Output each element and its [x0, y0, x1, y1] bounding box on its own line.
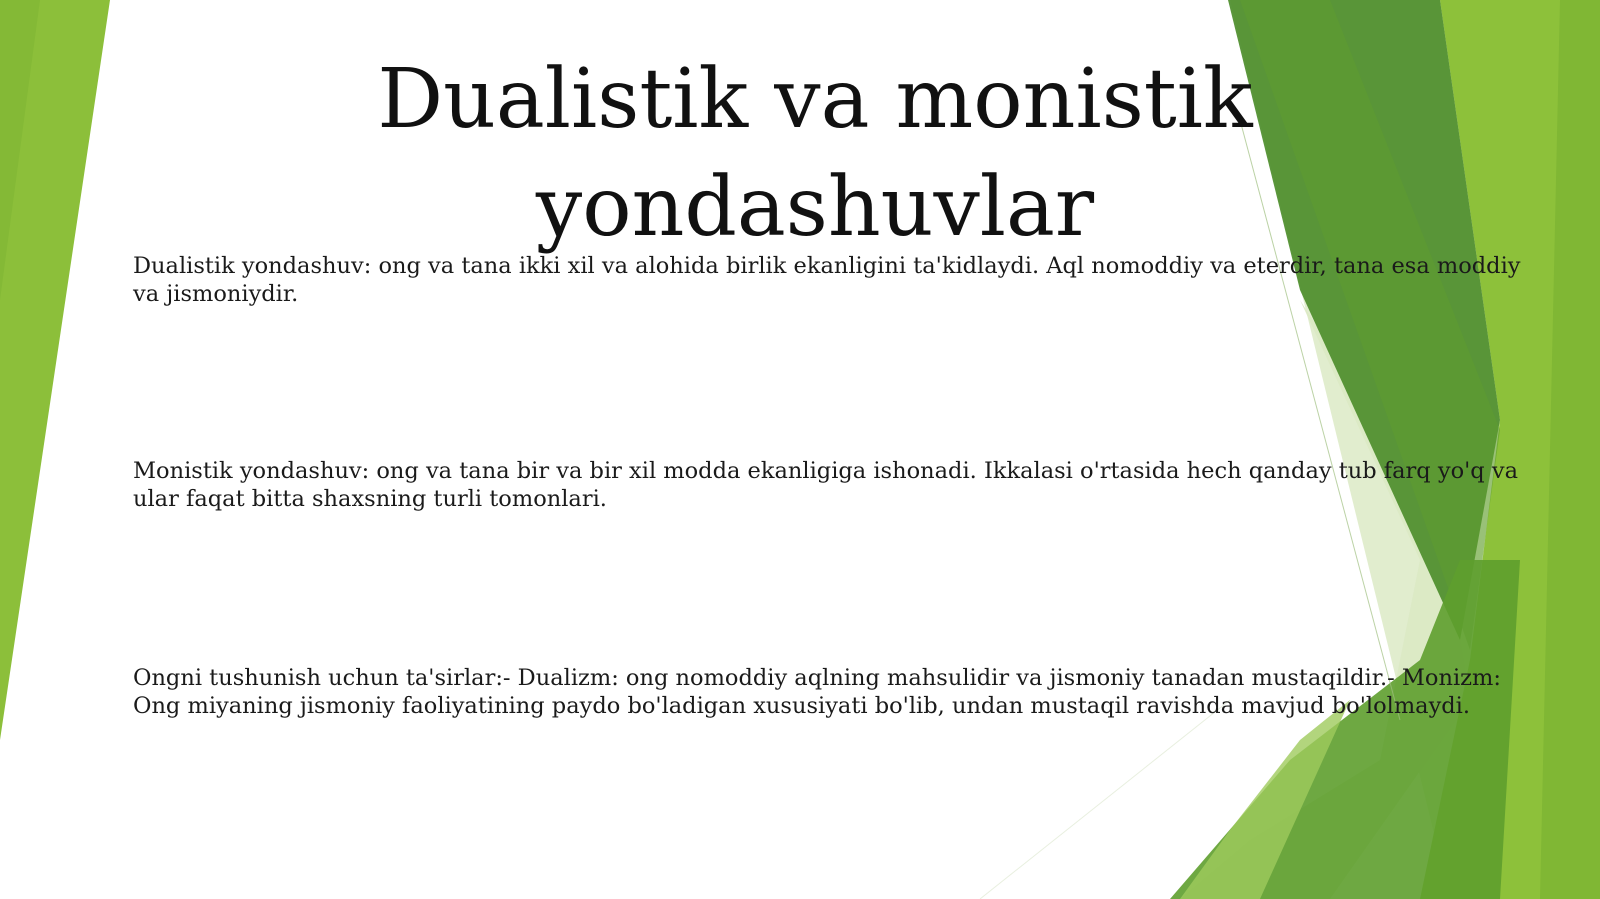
thin-fold-line-2	[980, 700, 1230, 899]
slide-title: Dualistik va monistik yondashuvlar	[377, 52, 1253, 255]
paragraph-influences: Ongni tushunish uchun ta'sirlar:- Dualizm: ong nomoddiy aqlning mahsulidir va jismoniy tanadan mustaqildir.- Monizm: Ong miyaning jismoniy faoliyatining paydo bo'ladigan xususiyati bo'lib, undan mustaqil ravishda mavjud bo'lolmaydi.	[133, 665, 1501, 719]
paragraph-dualistic: Dualistik yondashuv: ong va tana ikki xil va alohida birlik ekanligini ta'kidlaydi. Aql nomoddiy va eterdir, tana esa moddiy va jismoniydir.	[133, 253, 1521, 307]
paragraph-monistic: Monistik yondashuv: ong va tana bir va bir xil modda ekanligiga ishonadi. Ikkalasi o'rtasida hech qanday tub farq yo'q va ular faqat bitta shaxsning turli tomonlari.	[133, 458, 1518, 512]
